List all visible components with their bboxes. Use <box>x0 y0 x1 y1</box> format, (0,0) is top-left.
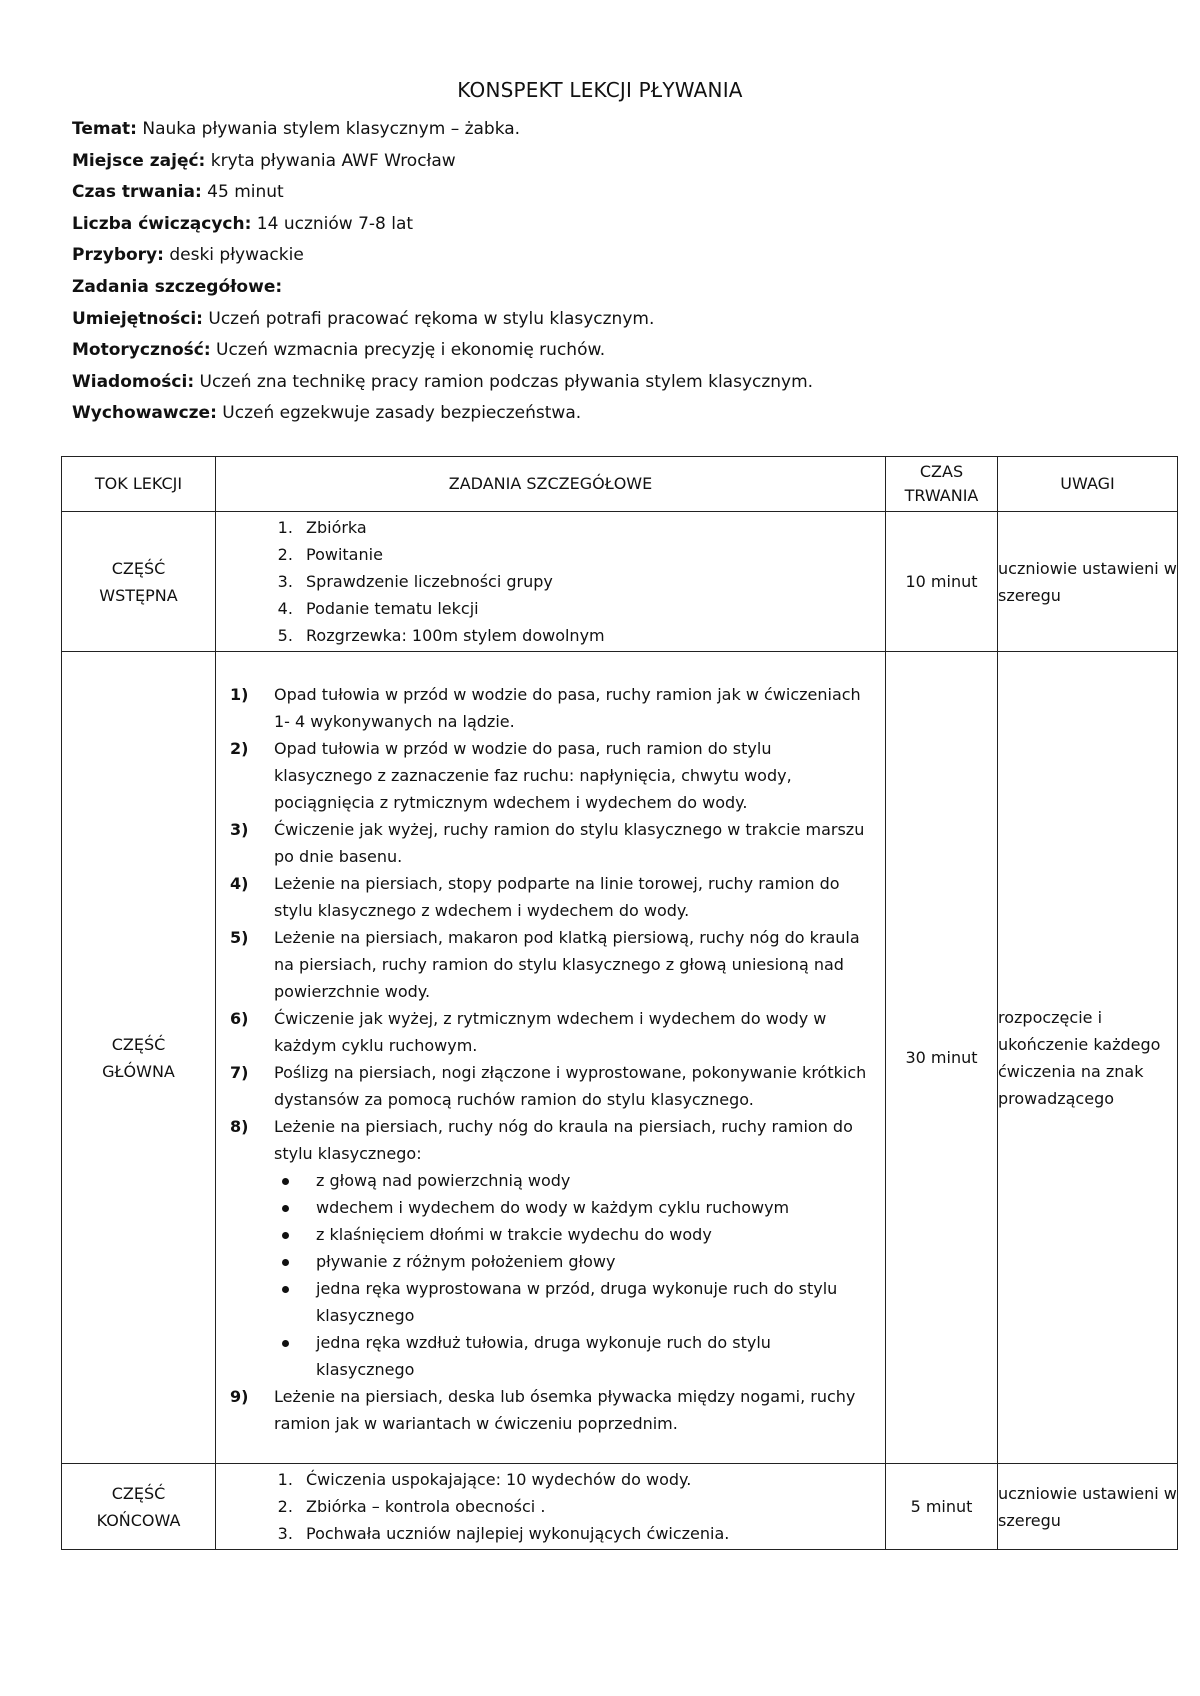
meta-label: Liczba ćwiczących: <box>72 213 252 234</box>
stage-cell <box>62 1464 216 1550</box>
task-list <box>216 657 885 1459</box>
stage-cell <box>62 652 216 1464</box>
notes-cell: uczniowie ustawieni w szeregu <box>998 512 1178 652</box>
subtask-item: z klaśnięciem dłońmi w trakcie wydechu do wody <box>316 1221 873 1248</box>
lesson-info <box>72 114 1132 430</box>
header-tok: TOK LEKCJI <box>62 457 216 512</box>
meta-value: Uczeń potrafi pracować rękoma w stylu klasycznym. <box>202 308 655 329</box>
subtask-list <box>274 1167 873 1383</box>
subtask-item: wdechem i wydechem do wody w każdym cyklu ruchowym <box>316 1194 873 1221</box>
list-item: Ćwiczenie jak wyżej, ruchy ramion do stylu klasycznego w trakcie marszu po dnie basenu. <box>274 819 865 866</box>
stage-label: KOŃCOWA <box>96 1510 181 1530</box>
meta-participants <box>72 209 1132 241</box>
tasks-cell <box>216 512 886 652</box>
list-item: 2. Zbiórka – kontrola obecności . <box>298 1493 875 1520</box>
list-item: Poślizg na piersiach, nogi złączone i wyprostowane, pokonywanie krótkich dystansów za pomocą ruchów ramion do stylu klasycznego. <box>274 1062 867 1109</box>
subtask-item: jedna ręka wyprostowana w przód, druga wykonuje ruch do stylu klasycznego <box>316 1275 873 1329</box>
task-list <box>216 514 885 649</box>
subtask-item: pływanie z różnym położeniem głowy <box>316 1248 873 1275</box>
list-item-text: Leżenie na piersiach, ruchy nóg do kraula na piersiach, ruchy ramion do stylu klasycznego: <box>274 1116 853 1163</box>
stage-label: GŁÓWNA <box>102 1061 175 1081</box>
notes-cell: rozpoczęcie i ukończenie każdego ćwiczenia na znak prowadzącego <box>998 652 1178 1464</box>
list-item: Leżenie na piersiach, makaron pod klatką piersiową, ruchy nóg do kraula na piersiach, ruchy ramion do stylu klasycznego z głową uniesioną nad powierzchnie wody. <box>274 927 860 1001</box>
meta-label: Motoryczność: <box>72 340 211 361</box>
list-item: 5. Rozgrzewka: 100m stylem dowolnym <box>298 622 875 649</box>
meta-label: Wychowawcze: <box>72 403 217 424</box>
stage-label: CZĘŚĆ <box>111 1034 166 1054</box>
list-item: 4. Podanie tematu lekcji <box>298 595 875 622</box>
meta-equipment <box>72 240 1132 272</box>
meta-label: Zadania szczegółowe: <box>72 276 283 297</box>
header-czas-line1: CZAS <box>919 462 964 481</box>
meta-duration <box>72 177 1132 209</box>
tasks-cell <box>216 652 886 1464</box>
header-czas <box>886 457 998 512</box>
stage-cell <box>62 512 216 652</box>
subtask-item: z głową nad powierzchnią wody <box>316 1167 873 1194</box>
meta-label: Temat: <box>72 119 137 139</box>
header-zadania: ZADANIA SZCZEGÓŁOWE <box>216 457 886 512</box>
list-item: 2. Powitanie <box>298 541 875 568</box>
meta-value: Nauka pływania stylem klasycznym – żabka. <box>136 119 521 139</box>
meta-topic <box>72 114 1132 146</box>
list-item: Leżenie na piersiach, deska lub ósemka pływacka między nogami, ruchy ramion jak w wariantach w ćwiczeniu poprzednim. <box>274 1386 856 1433</box>
header-uwagi: UWAGI <box>998 457 1178 512</box>
meta-detailed-tasks <box>72 272 1132 304</box>
meta-value: 14 uczniów 7-8 lat <box>251 213 414 234</box>
meta-value: Uczeń wzmacnia precyzję i ekonomię ruchów. <box>210 340 606 361</box>
meta-value: 45 minut <box>201 182 284 203</box>
list-item: Opad tułowia w przód w wodzie do pasa, ruch ramion do stylu klasycznego z zaznaczenie faz ruchu: napłynięcia, chwytu wody, pociągnięcia z rytmicznym wdechem i wydechem do wody. <box>274 738 792 812</box>
list-item: 3. Pochwała uczniów najlepiej wykonujących ćwiczenia. <box>298 1520 875 1547</box>
meta-value: Uczeń zna technikę pracy ramion podczas pływania stylem klasycznym. <box>194 371 814 392</box>
meta-value: Uczeń egzekwuje zasady bezpieczeństwa. <box>216 403 582 424</box>
meta-place <box>72 146 1132 178</box>
table-row <box>62 1464 1178 1550</box>
lesson-table <box>61 456 1178 1550</box>
list-item <box>258 1113 873 1383</box>
stage-label: CZĘŚĆ <box>111 1483 166 1503</box>
list-item: 1. Zbiórka <box>298 514 875 541</box>
meta-label: Przybory: <box>72 245 164 266</box>
task-list <box>216 1466 885 1547</box>
meta-motor <box>72 335 1132 367</box>
meta-educational <box>72 398 1132 430</box>
meta-label: Umiejętności: <box>72 308 203 329</box>
notes-cell: uczniowie ustawieni w szeregu <box>998 1464 1178 1550</box>
list-item: 1. Ćwiczenia uspokajające: 10 wydechów do wody. <box>298 1466 875 1493</box>
list-item: Opad tułowia w przód w wodzie do pasa, ruchy ramion jak w ćwiczeniach 1- 4 wykonywanych na lądzie. <box>274 684 861 731</box>
stage-label: WSTĘPNA <box>99 585 178 605</box>
meta-skills <box>72 304 1132 336</box>
time-cell: 10 minut <box>886 512 998 652</box>
meta-label: Wiadomości: <box>72 371 195 392</box>
time-cell: 5 minut <box>886 1464 998 1550</box>
meta-label: Miejsce zajęć: <box>72 150 206 171</box>
time-cell: 30 minut <box>886 652 998 1464</box>
tasks-cell <box>216 1464 886 1550</box>
subtask-item: jedna ręka wzdłuż tułowia, druga wykonuje ruch do stylu klasycznego <box>316 1329 873 1383</box>
table-row <box>62 512 1178 652</box>
list-item: Ćwiczenie jak wyżej, z rytmicznym wdechem i wydechem do wody w każdym cyklu ruchowym. <box>274 1008 827 1055</box>
header-czas-line2: TRWANIA <box>904 486 979 505</box>
table-row <box>62 652 1178 1464</box>
meta-value: deski pływackie <box>163 245 304 266</box>
list-item: 3. Sprawdzenie liczebności grupy <box>298 568 875 595</box>
meta-value: kryta pływania AWF Wrocław <box>205 150 456 171</box>
page-title: KONSPEKT LEKCJI PŁYWANIA <box>457 78 743 102</box>
table-header-row <box>62 457 1178 512</box>
meta-label: Czas trwania: <box>72 182 202 203</box>
list-item: Leżenie na piersiach, stopy podparte na linie torowej, ruchy ramion do stylu klasycznego z wdechem i wydechem do wody. <box>274 873 840 920</box>
meta-knowledge <box>72 367 1132 399</box>
stage-label: CZĘŚĆ <box>111 558 166 578</box>
